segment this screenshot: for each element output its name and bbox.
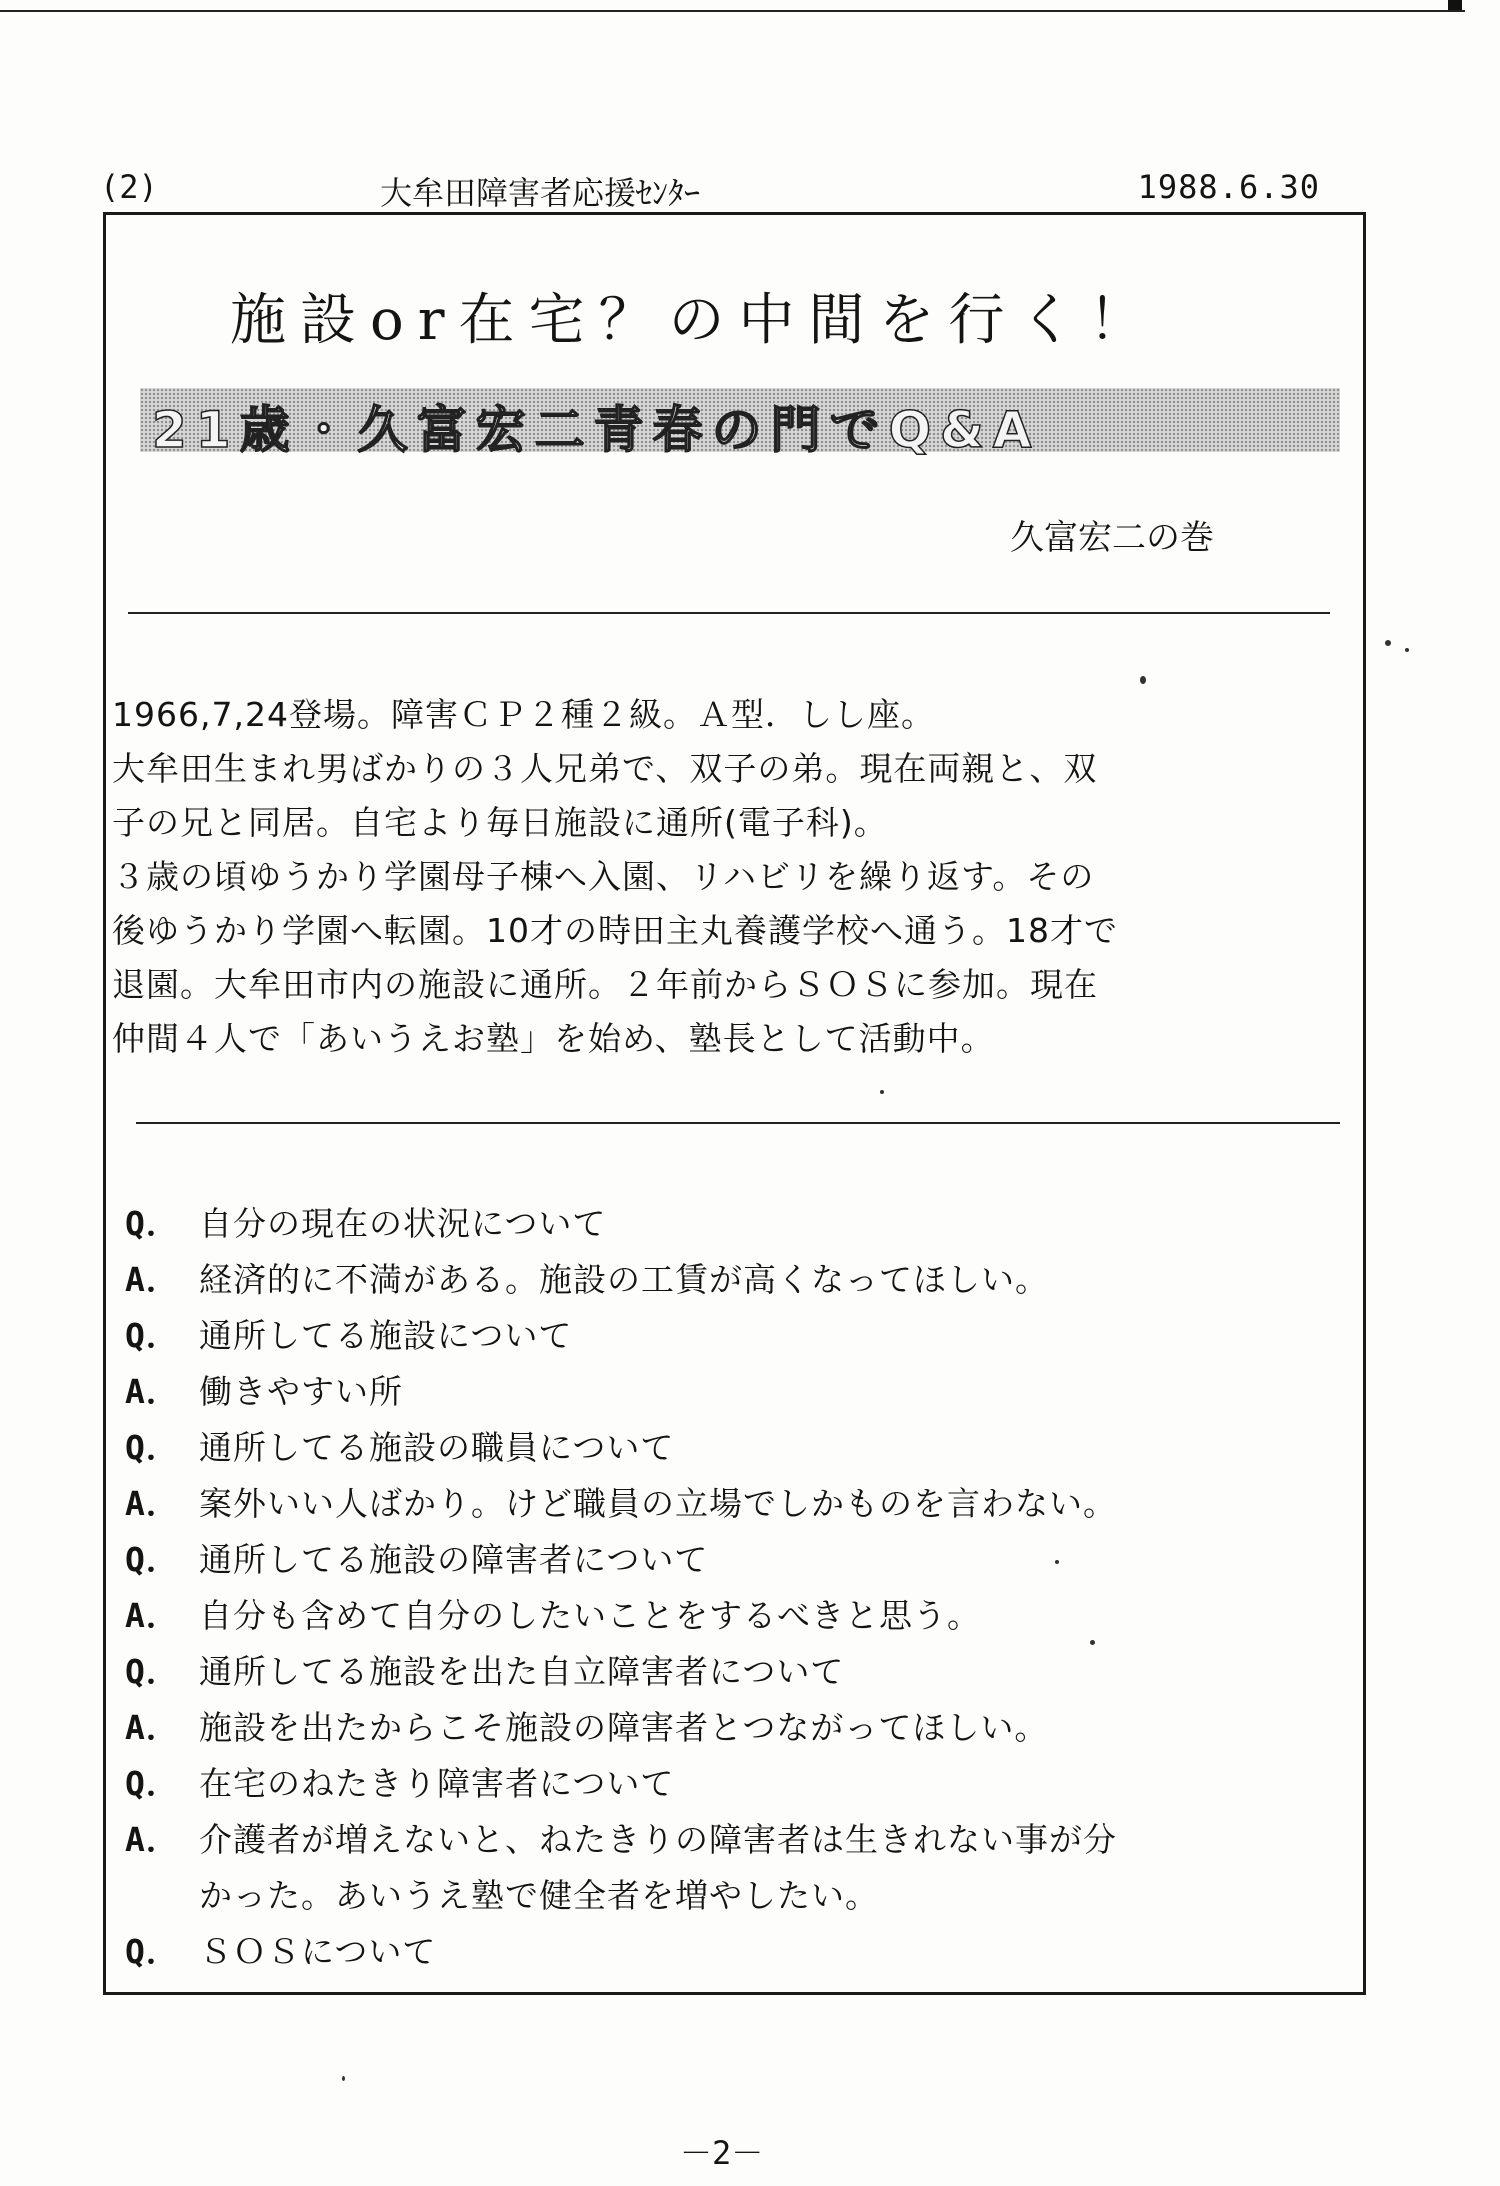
qa-text: 経済的に不満がある。施設の工賃が高くなってほしい。 [199,1260,1049,1299]
qa-answer [125,1812,1365,1924]
qa-question [125,1308,1365,1364]
profile-line: 1966,7,24登場。障害ＣＰ２種２級。Ａ型．しし座。 [112,695,935,734]
page-number: －2－ [680,2134,764,2172]
scan-speck [1405,648,1409,652]
qa-label: Q． [125,1316,180,1355]
divider [136,1122,1340,1124]
issue-date: 1988.6.30 [1137,168,1320,206]
qa-label: Q． [125,1652,180,1691]
qa-answer [125,1476,1365,1532]
top-edge-mark [1448,0,1462,10]
page-header [100,168,1340,212]
qa-answer [125,1364,1365,1420]
qa-text: 通所してる施設の職員について [199,1428,675,1467]
qa-question [125,1644,1365,1700]
qa-question [125,1924,1365,1980]
qa-label: Q． [125,1932,180,1971]
qa-text: ＳＯＳについて [199,1932,437,1971]
qa-label: Q． [125,1428,180,1467]
qa-text: 自分の現在の状況について [199,1204,607,1243]
qa-text: 通所してる施設を出た自立障害者について [199,1652,845,1691]
qa-label: Q． [125,1204,180,1243]
qa-answer [125,1588,1365,1644]
scan-speck [1385,640,1391,646]
article-subtitle: 21歳・久富宏二青春の門でQ&A [152,401,1041,459]
organization-name: 大牟田障害者応援ｾﾝﾀｰ [380,174,701,212]
qa-label: A． [125,1708,180,1747]
scan-speck [1090,1640,1095,1645]
qa-text: 通所してる施設の障害者について [199,1540,709,1579]
profile-line: 子の兄と同居。自宅より毎日施設に通所(電子科)。 [112,803,888,842]
article-title: 施設or在宅？の中間を行く！ [230,288,1159,353]
scan-speck [1140,676,1146,684]
qa-text: 施設を出たからこそ施設の障害者とつながってほしい。 [199,1708,1049,1747]
qa-answer [125,1252,1365,1308]
qa-text: 働きやすい所 [199,1372,403,1411]
qa-section [125,1196,1365,1980]
qa-text: 介護者が増えないと、ねたきりの障害者は生きれない事が分 かった。あいうえ塾で健全者を増やしたい。 [199,1820,1117,1915]
qa-label: A． [125,1260,180,1299]
qa-text: 自分も含めて自分のしたいことをするべきと思う。 [199,1596,981,1635]
qa-text: 通所してる施設について [199,1316,573,1355]
qa-question [125,1420,1365,1476]
qa-text: 案外いい人ばかり。けど職員の立場でしかものを言わない。 [199,1484,1117,1523]
qa-label: Q． [125,1764,180,1803]
qa-question [125,1756,1365,1812]
qa-label: Q． [125,1540,180,1579]
profile-line: ３歳の頃ゆうかり学園母子棟へ入園、リハビリを繰り返す。その [112,857,1095,896]
issue-number: (2) [100,168,158,206]
profile-line: 大牟田生まれ男ばかりの３人兄弟で、双子の弟。現在両親と、双 [112,749,1098,788]
scan-speck [1055,1560,1059,1564]
article-author: 久富宏二の巻 [1010,518,1214,558]
qa-label: A． [125,1372,180,1411]
profile-line: 後ゆうかり学園へ転園。10才の時田主丸養護学校へ通う。18才で [112,911,1118,950]
qa-question [125,1532,1365,1588]
scan-speck [342,2076,345,2081]
qa-text: 在宅のねたきり障害者について [199,1764,675,1803]
qa-question [125,1196,1365,1252]
scan-speck [880,1090,884,1094]
qa-label: A． [125,1484,180,1523]
top-edge-rule [0,10,1465,12]
profile-line: 仲間４人で「あいうえお塾」を始め、塾長として活動中。 [112,1019,995,1058]
qa-answer [125,1700,1365,1756]
divider [128,612,1330,614]
profile-section [112,688,1347,1066]
profile-line: 退園。大牟田市内の施設に通所。２年前からＳＯＳに参加。現在 [112,965,1098,1004]
qa-label: A． [125,1596,180,1635]
qa-label: A． [125,1820,180,1859]
